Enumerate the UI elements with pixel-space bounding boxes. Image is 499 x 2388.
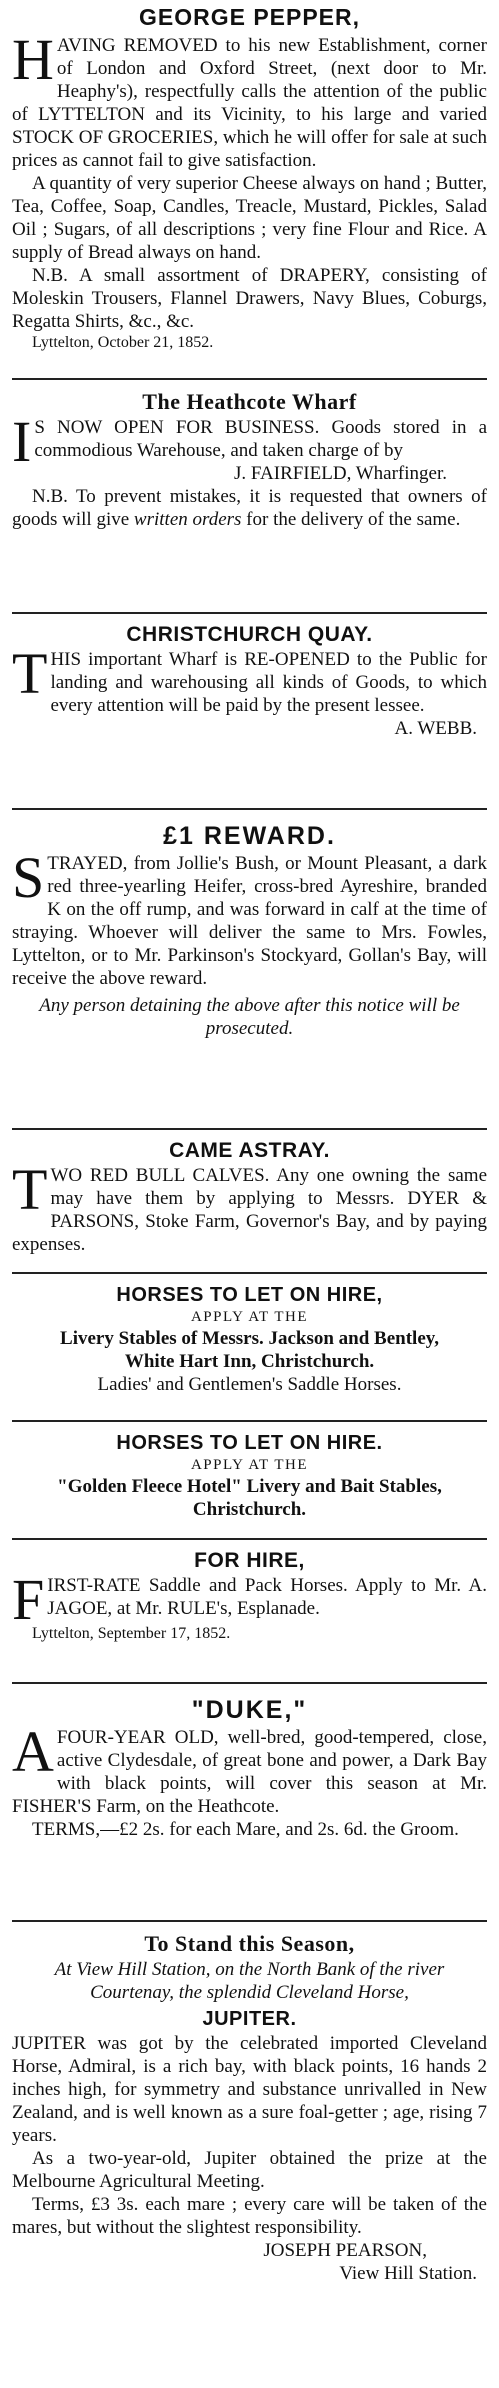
- ad-horse-name: JUPITER.: [202, 2008, 297, 2030]
- divider-rule: [12, 808, 487, 810]
- ad-paragraph-1: JUPITER was got by the celebrated imported Cleveland Horse, Admiral, is a rich bay, with black points, 16 hands 2 inches high, for symmetry and substance unrivalled in New Zealand, and is well known as a sure foal-getter ; age, rising 7 years.: [12, 2033, 487, 2146]
- ad-subtitle: At View Hill Station, on the North Bank of the river Courtenay, the splendid Cleveland Horse,: [54, 1959, 445, 2003]
- ad-paragraph-2: [12, 485, 487, 531]
- drop-cap: I: [12, 409, 32, 474]
- ad-jupiter: [12, 1930, 487, 2285]
- ad-george-pepper: [12, 2, 487, 353]
- ad-paragraph-3: N.B. A small assortment of DRAPERY, consisting of Moleskin Trousers, Flannel Drawers, Navy Blues, Coburgs, Regatta Shirts, &c., &c.: [12, 265, 487, 332]
- drop-cap: F: [12, 1567, 45, 1632]
- ad-apply-at: APPLY AT THE: [190, 1457, 309, 1473]
- ad-apply-at: APPLY AT THE: [190, 1309, 309, 1325]
- ad-date: Lyttelton, September 17, 1852.: [32, 1625, 231, 1642]
- ad-signature-name: JOSEPH PEARSON,: [263, 2240, 427, 2261]
- ad-paragraph-2: A quantity of very superior Cheese always on hand ; Butter, Tea, Coffee, Soap, Candles, Treacle, Mustard, Pickles, Salad Oil ; Sugars, of all descriptions ; very fine Flour and Rice. A supply of Bread always on hand.: [12, 173, 487, 263]
- ad-paragraph-1: WO RED BULL CALVES. Any one owning the same may have them by applying to Messrs. DYER & PARSONS, Stoke Farm, Governor's Bay, and by paying expenses.: [12, 1165, 487, 1255]
- ad-reward: [12, 820, 487, 1040]
- divider-rule: [12, 1272, 487, 1274]
- ad-body: [12, 641, 487, 717]
- ad-paragraph-1: IRST-RATE Saddle and Pack Horses. Apply to Mr. A. JAGOE, at Mr. RULE's, Esplanade.: [47, 1575, 487, 1619]
- ad-horses-jackson-bentley: [12, 1282, 487, 1396]
- ad-body: [12, 845, 487, 990]
- ad-title: GEORGE PEPPER,: [138, 4, 361, 30]
- ad-warning: Any person detaining the above after this notice will be prosecuted.: [39, 995, 460, 1039]
- ad-line-2: Christchurch.: [192, 1499, 307, 1520]
- ad-body: [12, 27, 487, 172]
- ad-title: The Heathcote Wharf: [142, 389, 357, 414]
- ad-title: To Stand this Season,: [144, 1931, 355, 1956]
- ad-paragraph-1: S NOW OPEN FOR BUSINESS. Goods stored in a commodious Warehouse, and taken charge of by: [34, 417, 487, 461]
- ad-date: Lyttelton, October 21, 1852.: [32, 334, 214, 351]
- ad-signature-place: View Hill Station.: [339, 2263, 477, 2284]
- divider-rule: [12, 1128, 487, 1130]
- ad-signature: J. FAIRFIELD, Wharfinger.: [233, 463, 447, 484]
- divider-rule: [12, 378, 487, 380]
- ad-line-2: White Hart Inn, Christchurch.: [124, 1351, 375, 1372]
- ad-paragraph-1: TRAYED, from Jollie's Bush, or Mount Pleasant, a dark red three-yearling Heifer, cross-bred Ayreshire, branded K on the off rump, and was forward in calf at the time of straying. Whoever will deliver the same to Mrs. Fowles, Lyttelton, or to Mr. Parkinson's Stockyard, Gollan's Bay, will receive the above reward.: [12, 853, 487, 989]
- ad-came-astray: [12, 1138, 487, 1256]
- divider-rule: [12, 612, 487, 614]
- ad-paragraph-1: AVING REMOVED to his new Establishment, corner of London and Oxford Street, (next door to Mr. Heaphy's), respectfully calls the attention of the public of LYTTELTON and its Vicinity, to his large and varied STOCK OF GROCERIES, which he will offer for sale at such prices as cannot fail to give satisfaction.: [12, 35, 487, 171]
- ad-body: [12, 1157, 487, 1256]
- ad-title: CAME ASTRAY.: [169, 1139, 330, 1162]
- ad-text: N.B. To prevent mistakes, it is requested that owners of goods will give: [12, 486, 487, 530]
- divider-rule: [12, 1538, 487, 1540]
- ad-title: "DUKE,": [191, 1696, 308, 1724]
- ad-italic-text: written orders: [133, 509, 242, 530]
- ad-body: [12, 1719, 487, 1818]
- ad-paragraph-3: Terms, £3 3s. each mare ; every care will be taken of the mares, but without the slightest responsibility.: [12, 2194, 487, 2238]
- ad-paragraph-1: HIS important Wharf is RE-OPENED to the Public for landing and warehousing all kinds of Goods, to which every attention will be paid by the present lessee.: [50, 649, 487, 716]
- ad-horses-golden-fleece: [12, 1430, 487, 1521]
- drop-cap: A: [12, 1719, 54, 1784]
- ad-for-hire: [12, 1548, 487, 1644]
- ad-line-3: Ladies' and Gentlemen's Saddle Horses.: [97, 1374, 402, 1395]
- ad-title: CHRISTCHURCH QUAY.: [126, 623, 373, 646]
- drop-cap: T: [12, 641, 48, 706]
- ad-paragraph-2: As a two-year-old, Jupiter obtained the prize at the Melbourne Agricultural Meeting.: [12, 2148, 487, 2192]
- drop-cap: H: [12, 27, 54, 92]
- divider-rule: [12, 1420, 487, 1422]
- ad-heathcote-wharf: [12, 388, 487, 531]
- ad-signature: A. WEBB.: [394, 718, 477, 739]
- ad-line-1: Livery Stables of Messrs. Jackson and Bentley,: [60, 1328, 439, 1349]
- ad-duke: [12, 1694, 487, 1841]
- ad-line-1: "Golden Fleece Hotel" Livery and Bait Stables,: [57, 1476, 442, 1497]
- ad-paragraph-1: FOUR-YEAR OLD, well-bred, good-tempered, close, active Clydesdale, of great bone and power, a Dark Bay with black points, will cover this season at Mr. FISHER'S Farm, on the Heathcote.: [12, 1727, 487, 1817]
- ad-title: FOR HIRE,: [194, 1549, 305, 1572]
- ad-title: £1 REWARD.: [163, 822, 336, 850]
- ad-text: for the delivery of the same.: [241, 509, 461, 530]
- ad-christchurch-quay: [12, 622, 487, 740]
- divider-rule: [12, 1682, 487, 1684]
- drop-cap: T: [12, 1157, 48, 1222]
- drop-cap: S: [12, 845, 45, 910]
- ad-terms: TERMS,—£2 2s. for each Mare, and 2s. 6d. the Groom.: [32, 1819, 459, 1840]
- ad-title: HORSES TO LET ON HIRE,: [116, 1284, 383, 1306]
- ad-title: HORSES TO LET ON HIRE.: [116, 1432, 383, 1454]
- ad-body: [12, 1567, 487, 1632]
- divider-rule: [12, 1920, 487, 1922]
